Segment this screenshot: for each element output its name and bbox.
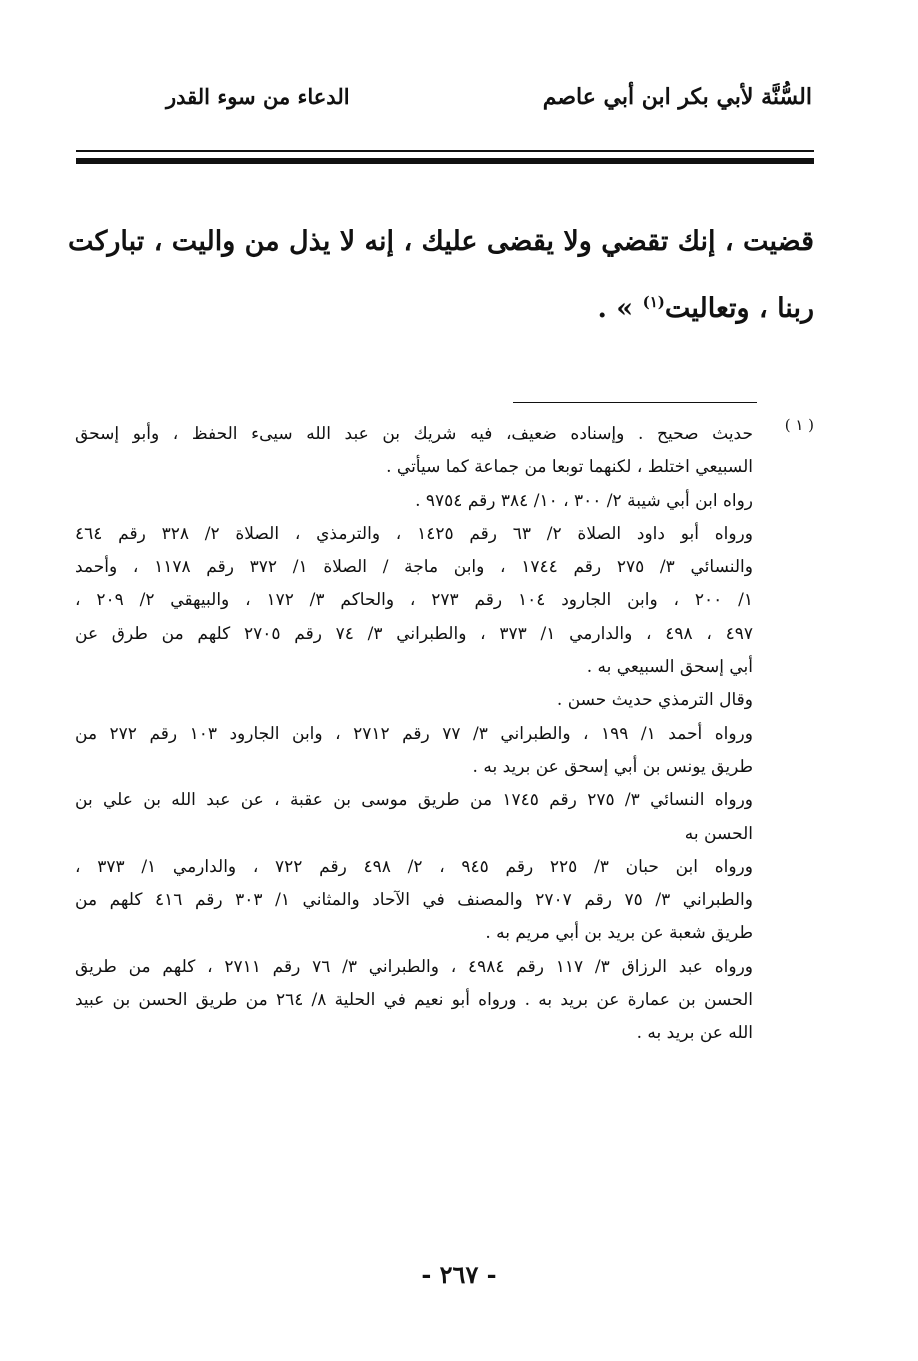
footnote-line: ورواه ابن حبان ٣/ ٢٢٥ رقم ٩٤٥ ، ٢/ ٤٩٨ رقم ٧٢٢ ، والدارمي ١/ ٣٧٣ ، (75, 856, 753, 877)
header-rule-thick (76, 158, 814, 164)
footnote-line: السبيعي اختلط ، لكنهما توبعا من جماعة كما سيأتي . (386, 457, 753, 478)
page-number: - ٢٦٧ - (421, 1260, 497, 1289)
header-rule-thin (76, 150, 814, 152)
footnote-line: طريق يونس بن أبي إسحق عن بريد به . (472, 756, 753, 777)
footnote-line: طريق شعبة عن بريد بن أبي مريم به . (485, 923, 753, 944)
footnote-line: ورواه أحمد ١/ ١٩٩ ، والطبراني ٣/ ٧٧ رقم ٢٧١٢ ، وابن الجارود ١٠٣ رقم ٢٧٢ من (75, 723, 753, 744)
footnote-line: ٤٩٧ ، ٤٩٨ ، والدارمي ١/ ٣٧٣ ، والطبراني ٣/ ٧٤ رقم ٢٧٠٥ كلهم من طرق عن (75, 623, 753, 644)
main-text-line: قضيت ، إنك تقضي ولا يقضى عليك ، إنه لا يذل من واليت ، تباركت (68, 226, 814, 257)
running-header-book-title: السُّنَّة لأبي بكر ابن أبي عاصم (542, 84, 812, 110)
footnote-separator (513, 402, 757, 403)
main-text-line (74, 272, 814, 339)
footnote-line: الحسن به (684, 823, 753, 844)
footnote-line: أبي إسحق السبيعي به . (586, 657, 753, 678)
footnote-marker: ( ١ ) (784, 416, 814, 434)
footnote-line: والنسائي ٣/ ٢٧٥ رقم ١٧٤٤ ، وابن ماجة / الصلاة ١/ ٣٧٢ رقم ١١٧٨ ، وأحمد (75, 557, 753, 578)
footnote-line: الله عن بريد به . (636, 1023, 753, 1044)
main-text-segment: » . (597, 293, 643, 324)
main-text (68, 212, 814, 339)
footnote-line: ١/ ٢٠٠ ، وابن الجارود ١٠٤ رقم ٢٧٣ ، والحاكم ٣/ ١٧٢ ، والبيهقي ٢/ ٢٠٩ ، (75, 590, 753, 611)
footnote-line: وقال الترمذي حديث حسن . (556, 690, 753, 711)
footnote-line: ورواه أبو داود الصلاة ٢/ ٦٣ رقم ١٤٢٥ ، والترمذي ، الصلاة ٢/ ٣٢٨ رقم ٤٦٤ (75, 523, 753, 544)
footnote-line: والطبراني ٣/ ٧٥ رقم ٢٧٠٧ والمصنف في الآحاد والمثاني ١/ ٣٠٣ رقم ٤١٦ كلهم من (75, 890, 753, 911)
footnote-line: رواه ابن أبي شيبة ٢/ ٣٠٠ ، ١٠/ ٣٨٤ رقم ٩٧٥٤ . (415, 490, 753, 511)
footnote-line: الحسن بن عمارة عن بريد به . ورواه أبو نعيم في الحلية ٨/ ٢٦٤ من طريق الحسن بن عبيد (75, 990, 753, 1011)
main-text-segment: ربنا ، وتعاليت (664, 293, 814, 324)
footnote-line: ورواه عبد الرزاق ٣/ ١١٧ رقم ٤٩٨٤ ، والطبراني ٣/ ٧٦ رقم ٢٧١١ ، كلهم من طريق (75, 956, 753, 977)
footnote-reference[interactable]: (١) (642, 293, 665, 311)
footnote-line: حديث صحيح . وإسناده ضعيف، فيه شريك بن عبد الله سيىء الحفظ ، وأبو إسحق (75, 424, 753, 444)
footnote-line: ورواه النسائي ٣/ ٢٧٥ رقم ١٧٤٥ من طريق موسى بن عقبة ، عن عبد الله بن علي بن (75, 790, 753, 811)
footnote-body (75, 418, 753, 1051)
running-header-chapter-title: الدعاء من سوء القدر (166, 84, 350, 109)
